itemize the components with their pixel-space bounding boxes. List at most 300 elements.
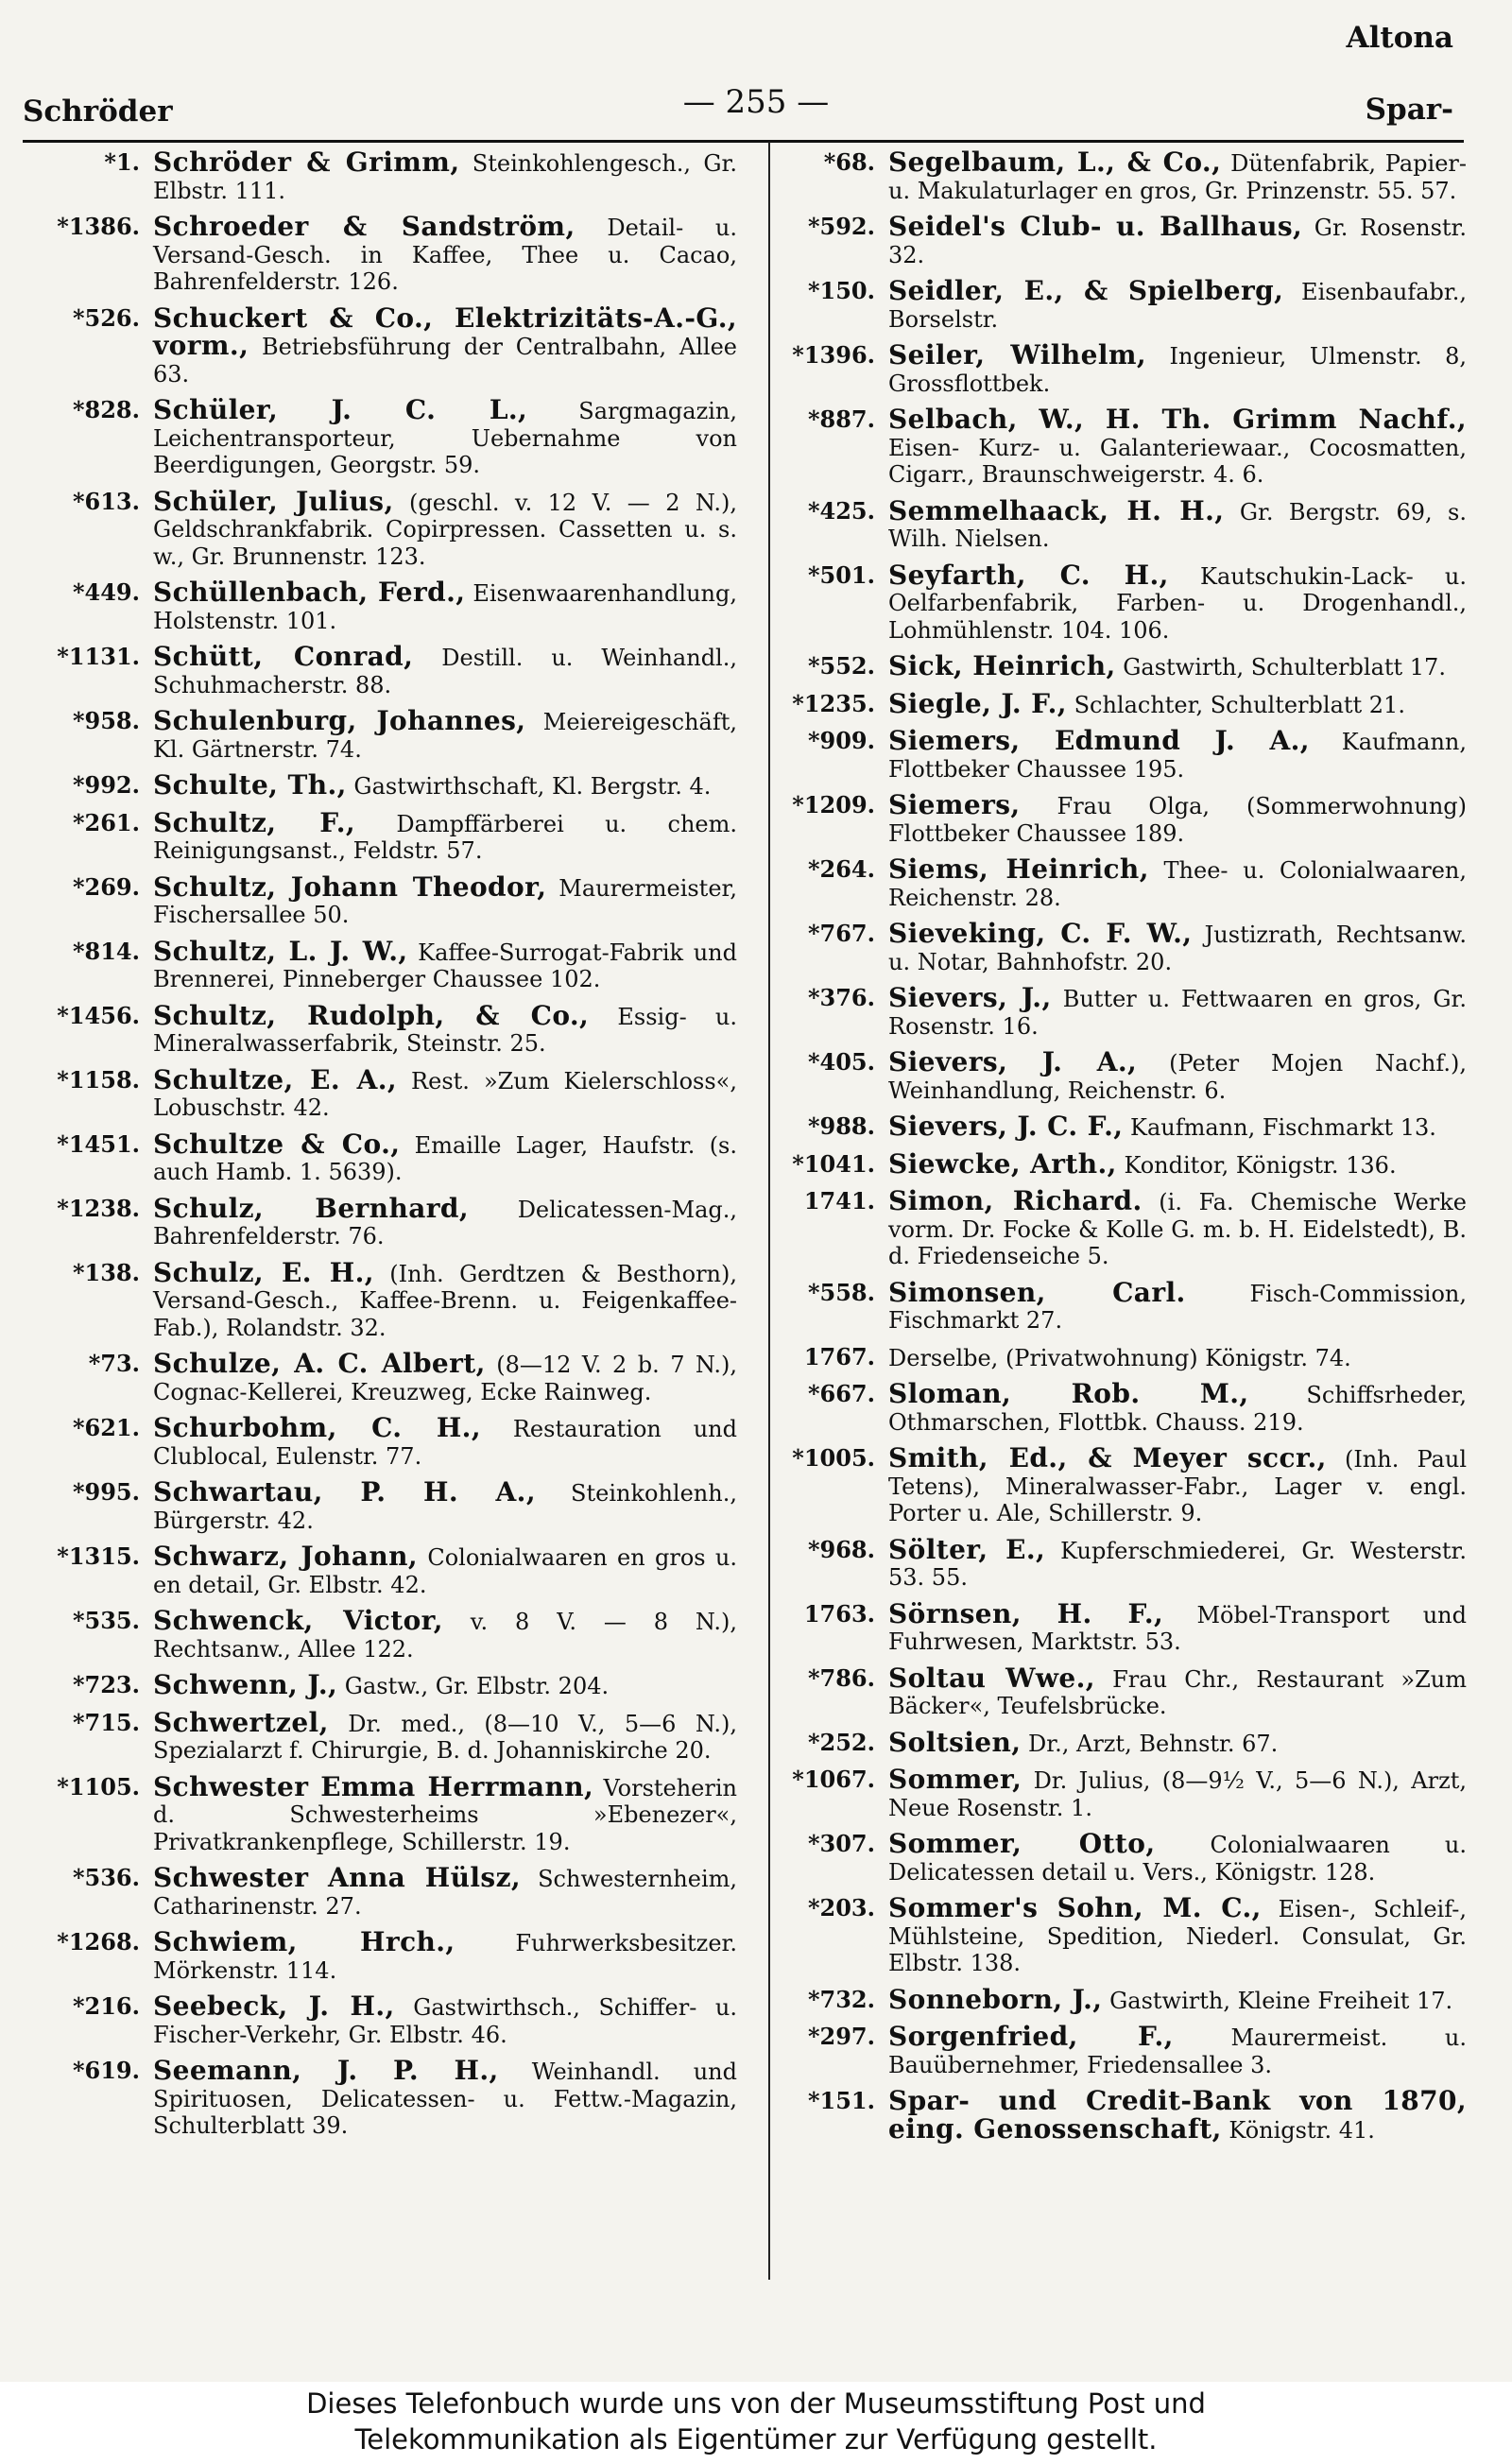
entry-phone-number: *526. (72, 303, 140, 332)
entry-name: Schüler, Julius, (153, 485, 394, 517)
entry-name: Sölter, E., (888, 1533, 1046, 1565)
directory-entry (756, 149, 1467, 204)
entry-detail: Vorsteherin d. Schwesterheims »Ebenezer«, Privatkrankenpflege, Schillerstr. 19. (153, 1774, 737, 1855)
entry-detail: Fisch-Commission, Fischmarkt 27. (888, 1280, 1467, 1334)
directory-entry (21, 394, 737, 479)
entry-name: Simonsen, Carl. (888, 1276, 1186, 1308)
entry-phone-number: *619. (72, 2057, 140, 2084)
entry-text (153, 769, 737, 801)
entry-detail: (Inh. Gerdtzen & Besthorn), Versand-Gesch., Kaffee-Brenn. u. Feigenkaffee-Fab.), Rolandstr. 32. (153, 1260, 737, 1341)
entry-text (153, 641, 737, 698)
entry-text (888, 1597, 1467, 1656)
header-left-word: Schröder (23, 95, 173, 129)
header-city: Altona (1346, 21, 1453, 55)
entry-phone-number: *1451. (57, 1129, 140, 1158)
entry-phone-number: *151. (807, 2087, 875, 2114)
entry-text (888, 1276, 1467, 1335)
entry-detail: Steinkohlengesch., Gr. Elbstr. 111. (153, 150, 737, 204)
entry-text (888, 982, 1467, 1040)
entry-phone-number: 1763. (803, 1599, 875, 1628)
entry-name: Sörnsen, H. F., (888, 1597, 1164, 1629)
entry-text (153, 1990, 737, 2048)
entry-detail: Ingenieur, Ulmenstr. 8, Grossflottbek. (888, 343, 1467, 397)
directory-entry (756, 211, 1467, 268)
directory-entry (21, 2055, 737, 2140)
entry-phone-number: *449. (72, 578, 140, 606)
entry-detail: Emaille Lager, Haufstr. (s. auch Hamb. 1. 5639). (153, 1131, 737, 1185)
entry-detail: Meiereigeschäft, Kl. Gärtnerstr. 74. (153, 709, 737, 763)
entry-phone-number: *552. (807, 652, 875, 680)
entry-name: Schulenburg, Johannes, (153, 705, 526, 736)
left-column (21, 149, 737, 2276)
entry-name: Sonneborn, J., (888, 1983, 1103, 2015)
entry-phone-number: *828. (72, 396, 140, 423)
entry-text (888, 1828, 1467, 1886)
entry-detail: Justizrath, Rechtsanw. u. Notar, Bahnhofstr. 20. (888, 922, 1467, 975)
entry-text (888, 1344, 1467, 1372)
entry-name: Sommer's Sohn, M. C., (888, 1892, 1262, 1923)
entry-text (153, 705, 737, 763)
entry-phone-number: *536. (72, 1864, 140, 1891)
entry-phone-number: *269. (72, 872, 140, 901)
entry-text (888, 687, 1467, 719)
entry-name: Schüllenbach, Ferd., (153, 577, 466, 608)
directory-entry (21, 1256, 737, 1342)
entry-text (153, 211, 737, 296)
directory-entry (756, 1726, 1467, 1758)
directory-entry (756, 1597, 1467, 1656)
directory-entry (21, 870, 737, 929)
entry-phone-number: *558. (807, 1278, 875, 1306)
entry-name: Schultz, Rudolph, & Co., (153, 999, 590, 1031)
entry-phone-number: *376. (807, 984, 875, 1011)
entry-detail: Gastwirth, Schulterblatt 17. (1115, 654, 1446, 681)
entry-text (888, 1726, 1467, 1758)
directory-entry (756, 1892, 1467, 1977)
entry-detail: Colonialwaaren en gros u. en detail, Gr. Elbstr. 42. (153, 1544, 737, 1598)
directory-entry (21, 1192, 737, 1250)
entry-text (153, 1063, 737, 1122)
directory-entry (21, 1476, 737, 1534)
entry-detail: Detail- u. Versand-Gesch. in Kaffee, Thee u. Cacao, Bahrenfelderstr. 126. (153, 215, 737, 295)
directory-entry (21, 1669, 737, 1700)
entry-text (888, 149, 1467, 204)
directory-entry (21, 806, 737, 865)
entry-phone-number: *1067. (792, 1766, 875, 1793)
entry-phone-number: *138. (72, 1258, 140, 1286)
entry-text (153, 999, 737, 1058)
entry-name: Seidel's Club- u. Ballhaus, (888, 211, 1303, 242)
directory-entry (756, 1378, 1467, 1436)
directory-entry (756, 494, 1467, 553)
entry-detail: Dr. Julius, (8—9½ V., 5—6 N.), Arzt, Neue Rosenstr. 1. (888, 1767, 1467, 1821)
directory-entry (21, 485, 737, 571)
entry-detail: Betriebsführung der Centralbahn, Allee 63. (153, 334, 737, 388)
entry-phone-number: *909. (807, 727, 875, 754)
entry-detail: Gr. Rosenstr. 32. (888, 215, 1467, 268)
entry-detail: (geschl. v. 12 V. — 2 N.), Geldschrankfabrik. Copirpressen. Cassetten u. s. w., Gr. Brunnenstr. 123. (153, 489, 737, 570)
entry-name: Simon, Richard. (888, 1185, 1143, 1216)
entry-text (153, 1543, 737, 1598)
directory-entry (21, 1412, 737, 1470)
entry-name: Soltsien, (888, 1726, 1022, 1758)
entry-name: Schütt, Conrad, (153, 641, 414, 672)
directory-entry (756, 789, 1467, 847)
entry-phone-number: *150. (807, 277, 875, 304)
entry-detail: Sargmagazin, Leichentransporteur, Uebernahme von Beerdigungen, Georgstr. 59. (153, 398, 737, 478)
entry-phone-number: *68. (823, 149, 875, 176)
entry-name: Seiler, Wilhelm, (888, 339, 1147, 370)
entry-text (153, 1862, 737, 1920)
directory-entry (756, 1766, 1467, 1821)
entry-detail: Gastw., Gr. Elbstr. 204. (337, 1673, 610, 1699)
entry-phone-number: *405. (807, 1048, 875, 1076)
directory-entry (756, 2021, 1467, 2078)
entry-text (153, 806, 737, 865)
entry-text (888, 789, 1467, 847)
footer-note (0, 2382, 1512, 2464)
directory-entry (21, 1063, 737, 1122)
entry-name: Sloman, Rob. M., (888, 1378, 1249, 1409)
entry-text (153, 1476, 737, 1534)
directory-entry (21, 641, 737, 698)
entry-detail: Destill. u. Weinhandl., Schuhmacherstr. 88. (153, 645, 737, 698)
directory-entry (756, 1442, 1467, 1527)
entry-detail: Gr. Bergstr. 69, s. Wilh. Nielsen. (888, 498, 1467, 552)
entry-phone-number: *73. (88, 1350, 140, 1377)
entry-phone-number: *1. (104, 149, 140, 176)
entry-text (153, 870, 737, 929)
header-rule (23, 140, 1464, 143)
entry-name: Schultz, L. J. W., (153, 935, 408, 967)
entry-detail: Restauration und Clublocal, Eulenstr. 77. (153, 1416, 737, 1470)
entry-detail: Rest. »Zum Kielerschloss«, Lobuschstr. 42. (153, 1067, 737, 1121)
entry-name: Seyfarth, C. H., (888, 559, 1169, 591)
entry-text (888, 1147, 1467, 1180)
entry-text (153, 1605, 737, 1663)
entry-name: Sommer, (888, 1764, 1022, 1795)
entry-name: Schulz, Bernhard, (153, 1192, 470, 1224)
entry-detail: Konditor, Königstr. 136. (1116, 1151, 1397, 1179)
entry-detail: Weinhandl. und Spirituosen, Delicatessen- u. Fettw.-Magazin, Schulterblatt 39. (153, 2059, 737, 2139)
entry-name: Schuckert & Co., Elektrizitäts-A.-G., vorm., (153, 302, 737, 361)
page-number: — 255 — (682, 83, 830, 121)
entry-phone-number: *1041. (792, 1149, 875, 1178)
directory-entry (21, 1862, 737, 1920)
entry-phone-number: *814. (72, 937, 140, 965)
entry-name: Seemann, J. P. H., (153, 2055, 499, 2086)
entry-text (153, 1706, 737, 1765)
entry-phone-number: *535. (72, 1607, 140, 1634)
entry-name: Sick, Heinrich, (888, 650, 1116, 681)
entry-name: Schwarz, Johann, (153, 1541, 419, 1572)
entry-phone-number: *1456. (57, 1001, 140, 1029)
entry-name: Siemers, Edmund J. A., (888, 725, 1310, 756)
entry-text (888, 918, 1467, 975)
entry-detail: Thee- u. Colonialwaaren, Reichenstr. 28. (888, 857, 1467, 911)
entry-detail: Maurermeist. u. Bauübernehmer, Friedensallee 3. (888, 2025, 1467, 2078)
directory-entry (756, 918, 1467, 975)
entry-phone-number: *425. (807, 496, 875, 525)
entry-detail: Gastwirthsch., Schiffer- u. Fischer-Verkehr, Gr. Elbstr. 46. (153, 1994, 737, 2048)
entry-detail: Schwesternheim, Catharinenstr. 27. (153, 1866, 737, 1920)
entry-name: Schultze, E. A., (153, 1063, 398, 1095)
entry-detail: Eisenbaufabr., Borselstr. (888, 279, 1467, 333)
entry-detail: Derselbe, (Privatwohnung) Königstr. 74. (888, 1344, 1351, 1371)
entry-name: Schulze, A. C. Albert, (153, 1348, 486, 1379)
entry-phone-number: *621. (72, 1414, 140, 1441)
entry-name: Semmelhaack, H. H., (888, 494, 1225, 526)
entry-detail: Gastwirth, Kleine Freiheit 17. (1102, 1987, 1453, 2014)
entry-text (888, 725, 1467, 783)
entry-phone-number: *592. (807, 213, 875, 240)
entry-phone-number: *1235. (792, 689, 875, 717)
directory-entry (21, 705, 737, 763)
entry-phone-number: *297. (807, 2023, 875, 2050)
entry-phone-number: 1741. (803, 1187, 875, 1215)
directory-entry (21, 1605, 737, 1663)
entry-detail: Delicatessen-Mag., Bahrenfelderstr. 76. (153, 1196, 737, 1249)
directory-entry (756, 1113, 1467, 1142)
entry-text (888, 406, 1467, 489)
footer-line-2: Telekommunikation als Eigentümer zur Verfügung gestellt. (354, 2423, 1158, 2455)
entry-text (153, 1192, 737, 1250)
entry-detail: Fuhrwerksbesitzer. Mörkenstr. 114. (153, 1930, 737, 1984)
entry-text (153, 1348, 737, 1405)
entry-phone-number: *1158. (57, 1065, 140, 1094)
entry-text (153, 1256, 737, 1342)
entry-phone-number: *786. (807, 1663, 875, 1692)
entry-name: Schroeder & Sandström, (153, 211, 576, 242)
entry-name: Schulz, E. H., (153, 1256, 374, 1288)
entry-text (153, 1770, 737, 1856)
entry-text (888, 339, 1467, 397)
entry-phone-number: *307. (807, 1830, 875, 1857)
entry-detail: Steinkohlenh., Bürgerstr. 42. (153, 1480, 737, 1534)
entry-phone-number: *715. (72, 1708, 140, 1736)
entry-name: Seidler, E., & Spielberg, (888, 275, 1284, 306)
entry-detail: v. 8 V. — 8 N.), Rechtsanw., Allee 122. (153, 1609, 737, 1663)
entry-text (888, 650, 1467, 681)
entry-phone-number: *1238. (57, 1194, 140, 1222)
entry-detail: Kaufmann, Flottbeker Chaussee 195. (888, 729, 1467, 783)
entry-text (888, 559, 1467, 645)
entry-name: Segelbaum, L., & Co., (888, 149, 1222, 178)
entry-detail: (i. Fa. Chemische Werke vorm. Dr. Focke & Kolle G. m. b. H. Eidelstedt), B. d. Friedenseiche 5. (888, 1189, 1467, 1269)
entry-detail: Kaffee-Surrogat-Fabrik und Brennerei, Pinneberger Chaussee 102. (153, 939, 737, 992)
entry-text (153, 149, 737, 204)
entry-phone-number: *264. (807, 855, 875, 883)
entry-phone-number: *995. (72, 1478, 140, 1506)
entry-detail: Frau Chr., Restaurant »Zum Bäcker«, Teufelsbrücke. (888, 1665, 1467, 1719)
entry-name: Schwartau, P. H. A., (153, 1476, 536, 1508)
entry-name: Schwenck, Victor, (153, 1605, 443, 1636)
directory-entry (756, 982, 1467, 1040)
directory-entry (21, 999, 737, 1058)
entry-phone-number: *992. (72, 771, 140, 799)
entry-name: Selbach, W., H. Th. Grimm Nachf., (888, 404, 1467, 435)
entry-name: Sievers, J., (888, 982, 1052, 1013)
entry-detail: Colonialwaaren u. Delicatessen detail u. Vers., Königstr. 128. (888, 1832, 1467, 1886)
entry-name: Schwiem, Hrch., (153, 1926, 455, 1957)
entry-detail: Frau Olga, (Sommerwohnung) Flottbeker Chaussee 189. (888, 793, 1467, 847)
entry-name: Sorgenfried, F., (888, 2021, 1174, 2052)
entry-text (888, 1766, 1467, 1821)
entry-phone-number: *958. (72, 707, 140, 734)
entry-name: Seebeck, J. H., (153, 1990, 395, 2022)
entry-text (888, 1533, 1467, 1592)
entry-phone-number: 1767. (803, 1342, 875, 1370)
directory-entry (756, 1983, 1467, 2015)
directory-entry (756, 1828, 1467, 1886)
directory-entry (21, 935, 737, 993)
entry-detail: Kupferschmiederei, Gr. Westerstr. 53. 55. (888, 1537, 1467, 1591)
directory-entry (21, 1543, 737, 1598)
entry-phone-number: *988. (807, 1112, 875, 1140)
entry-name: Siewcke, Arth., (888, 1147, 1117, 1180)
footer-line-1: Dieses Telefonbuch wurde uns von der Museumsstiftung Post und (306, 2387, 1206, 2420)
entry-text (888, 1442, 1467, 1527)
directory-entry (756, 1185, 1467, 1270)
entry-text (153, 302, 737, 388)
entry-detail: Eisenwaarenhandlung, Holstenstr. 101. (153, 580, 737, 634)
entry-name: Sievers, J. C. F., (888, 1111, 1124, 1142)
entry-detail: Dampffärberei u. chem. Reinigungsanst., Feldstr. 57. (153, 810, 737, 864)
entry-name: Smith, Ed., & Meyer sccr., (888, 1442, 1327, 1473)
entry-text (888, 1113, 1467, 1142)
directory-entry (21, 579, 737, 634)
entry-name: Sieveking, C. F. W., (888, 918, 1193, 949)
directory-entry (21, 1348, 737, 1405)
entry-phone-number: *1209. (792, 791, 875, 818)
directory-entry (21, 302, 737, 388)
entry-phone-number: *1315. (57, 1542, 140, 1570)
directory-entry (756, 1662, 1467, 1720)
directory-entry (21, 1926, 737, 1984)
entry-text (888, 494, 1467, 553)
entry-text (153, 935, 737, 993)
header-right-word: Spar- (1365, 93, 1453, 127)
entry-detail: (8—12 V. 2 b. 7 N.), Cognac-Kellerei, Kreuzweg, Ecke Rainweg. (153, 1352, 737, 1405)
entry-text (888, 1378, 1467, 1436)
right-column (756, 149, 1467, 2276)
entry-text (888, 2021, 1467, 2078)
entry-detail: (Inh. Paul Tetens), Mineralwasser-Fabr., Lager v. engl. Porter u. Ale, Schillerstr. 9. (888, 1446, 1467, 1526)
directory-entry (21, 1990, 737, 2048)
entry-detail: Dr., Arzt, Behnstr. 67. (1021, 1730, 1279, 1757)
entry-name: Schwertzel, (153, 1706, 329, 1738)
entry-text (153, 1412, 737, 1470)
entry-name: Spar- und Credit-Bank von 1870, eing. Genossenschaft, (888, 2085, 1467, 2145)
entry-detail: Maurermeister, Fischersallee 50. (153, 874, 737, 928)
entry-detail: Möbel-Transport und Fuhrwesen, Marktstr. 53. (888, 1601, 1467, 1655)
entry-text (153, 1128, 737, 1186)
entry-phone-number: *732. (807, 1985, 875, 2013)
directory-entry (756, 406, 1467, 489)
entry-detail: Kautschukin-Lack- u. Oelfarbenfabrik, Farben- u. Drogenhandl., Lohmühlenstr. 104. 106. (888, 562, 1467, 644)
entry-text (888, 2085, 1467, 2145)
directory-entry (21, 769, 737, 801)
entry-text (888, 1983, 1467, 2015)
entry-name: Schurbohm, C. H., (153, 1412, 481, 1443)
directory-entry (756, 1344, 1467, 1372)
entry-detail: Schiffsrheder, Othmarschen, Flottbk. Chauss. 219. (888, 1382, 1467, 1436)
entry-phone-number: *968. (807, 1535, 875, 1563)
entry-text (888, 1662, 1467, 1720)
directory-entry (756, 650, 1467, 681)
directory-entry (756, 559, 1467, 645)
entry-detail: Schlachter, Schulterblatt 21. (1066, 691, 1405, 718)
entry-text (888, 211, 1467, 268)
directory-entry (756, 1276, 1467, 1335)
entry-name: Soltau Wwe., (888, 1662, 1095, 1694)
entry-detail: Königstr. 41. (1221, 2116, 1375, 2144)
entry-phone-number: *667. (807, 1380, 875, 1407)
directory-entry (756, 275, 1467, 333)
entry-name: Schultz, F., (153, 806, 356, 838)
entry-text (153, 579, 737, 634)
directory-entry (756, 1046, 1467, 1104)
entry-phone-number: *887. (807, 405, 875, 433)
entry-name: Schröder & Grimm, (153, 149, 460, 178)
directory-entry (21, 1706, 737, 1765)
entry-phone-number: *1386. (57, 213, 140, 240)
entry-phone-number: *203. (807, 1894, 875, 1921)
entry-detail: Dr. med., (8—10 V., 5—6 N.), Spezialarzt f. Chirurgie, B. d. Johanniskirche 20. (153, 1710, 737, 1764)
entry-name: Sievers, J. A., (888, 1046, 1138, 1077)
entry-phone-number: *501. (807, 560, 875, 589)
entry-detail: Essig- u. Mineralwasserfabrik, Steinstr. 25. (153, 1003, 737, 1057)
entry-phone-number: *1396. (792, 341, 875, 369)
entry-detail: Dütenfabrik, Papier- u. Makulaturlager en gros, Gr. Prinzenstr. 55. 57. (888, 150, 1467, 204)
directory-entry (756, 853, 1467, 911)
entry-name: Siegle, J. F., (888, 687, 1067, 719)
entry-text (153, 1669, 737, 1700)
entry-name: Schwester Anna Hülsz, (153, 1862, 522, 1893)
entry-name: Schüler, J. C. L., (153, 394, 528, 425)
entry-text (888, 1046, 1467, 1104)
directory-entry (756, 1533, 1467, 1592)
entry-name: Schulte, Th., (153, 769, 347, 801)
entry-name: Siems, Heinrich, (888, 853, 1149, 885)
entry-phone-number: *1131. (57, 643, 140, 670)
entry-phone-number: *1268. (57, 1928, 140, 1956)
entry-phone-number: *261. (72, 808, 140, 836)
entry-phone-number: *723. (72, 1671, 140, 1698)
entry-text (888, 275, 1467, 333)
entry-phone-number: *1005. (792, 1444, 875, 1472)
entry-phone-number: *613. (72, 487, 140, 515)
directory-entry (21, 1770, 737, 1856)
entry-text (153, 394, 737, 479)
entry-detail: (Peter Mojen Nachf.), Weinhandlung, Reichenstr. 6. (888, 1050, 1467, 1104)
directory-entry (21, 149, 737, 204)
entry-text (153, 1926, 737, 1984)
entry-detail: Eisen-, Schleif-, Mühlsteine, Spedition, Niederl. Consulat, Gr. Elbstr. 138. (888, 1896, 1467, 1976)
entry-name: Schultze & Co., (153, 1128, 401, 1160)
directory-entry (21, 1128, 737, 1186)
directory-entry (21, 211, 737, 296)
entry-detail: Gastwirthschaft, Kl. Bergstr. 4. (346, 773, 712, 800)
entry-phone-number: *1105. (57, 1772, 140, 1801)
entry-phone-number: *252. (807, 1728, 875, 1756)
entry-name: Schwester Emma Herrmann, (153, 1770, 594, 1802)
entry-name: Schwenn, J., (153, 1669, 338, 1700)
directory-entry (756, 2085, 1467, 2145)
entry-text (888, 1892, 1467, 1977)
entry-text (888, 1185, 1467, 1270)
entry-text (153, 2055, 737, 2140)
